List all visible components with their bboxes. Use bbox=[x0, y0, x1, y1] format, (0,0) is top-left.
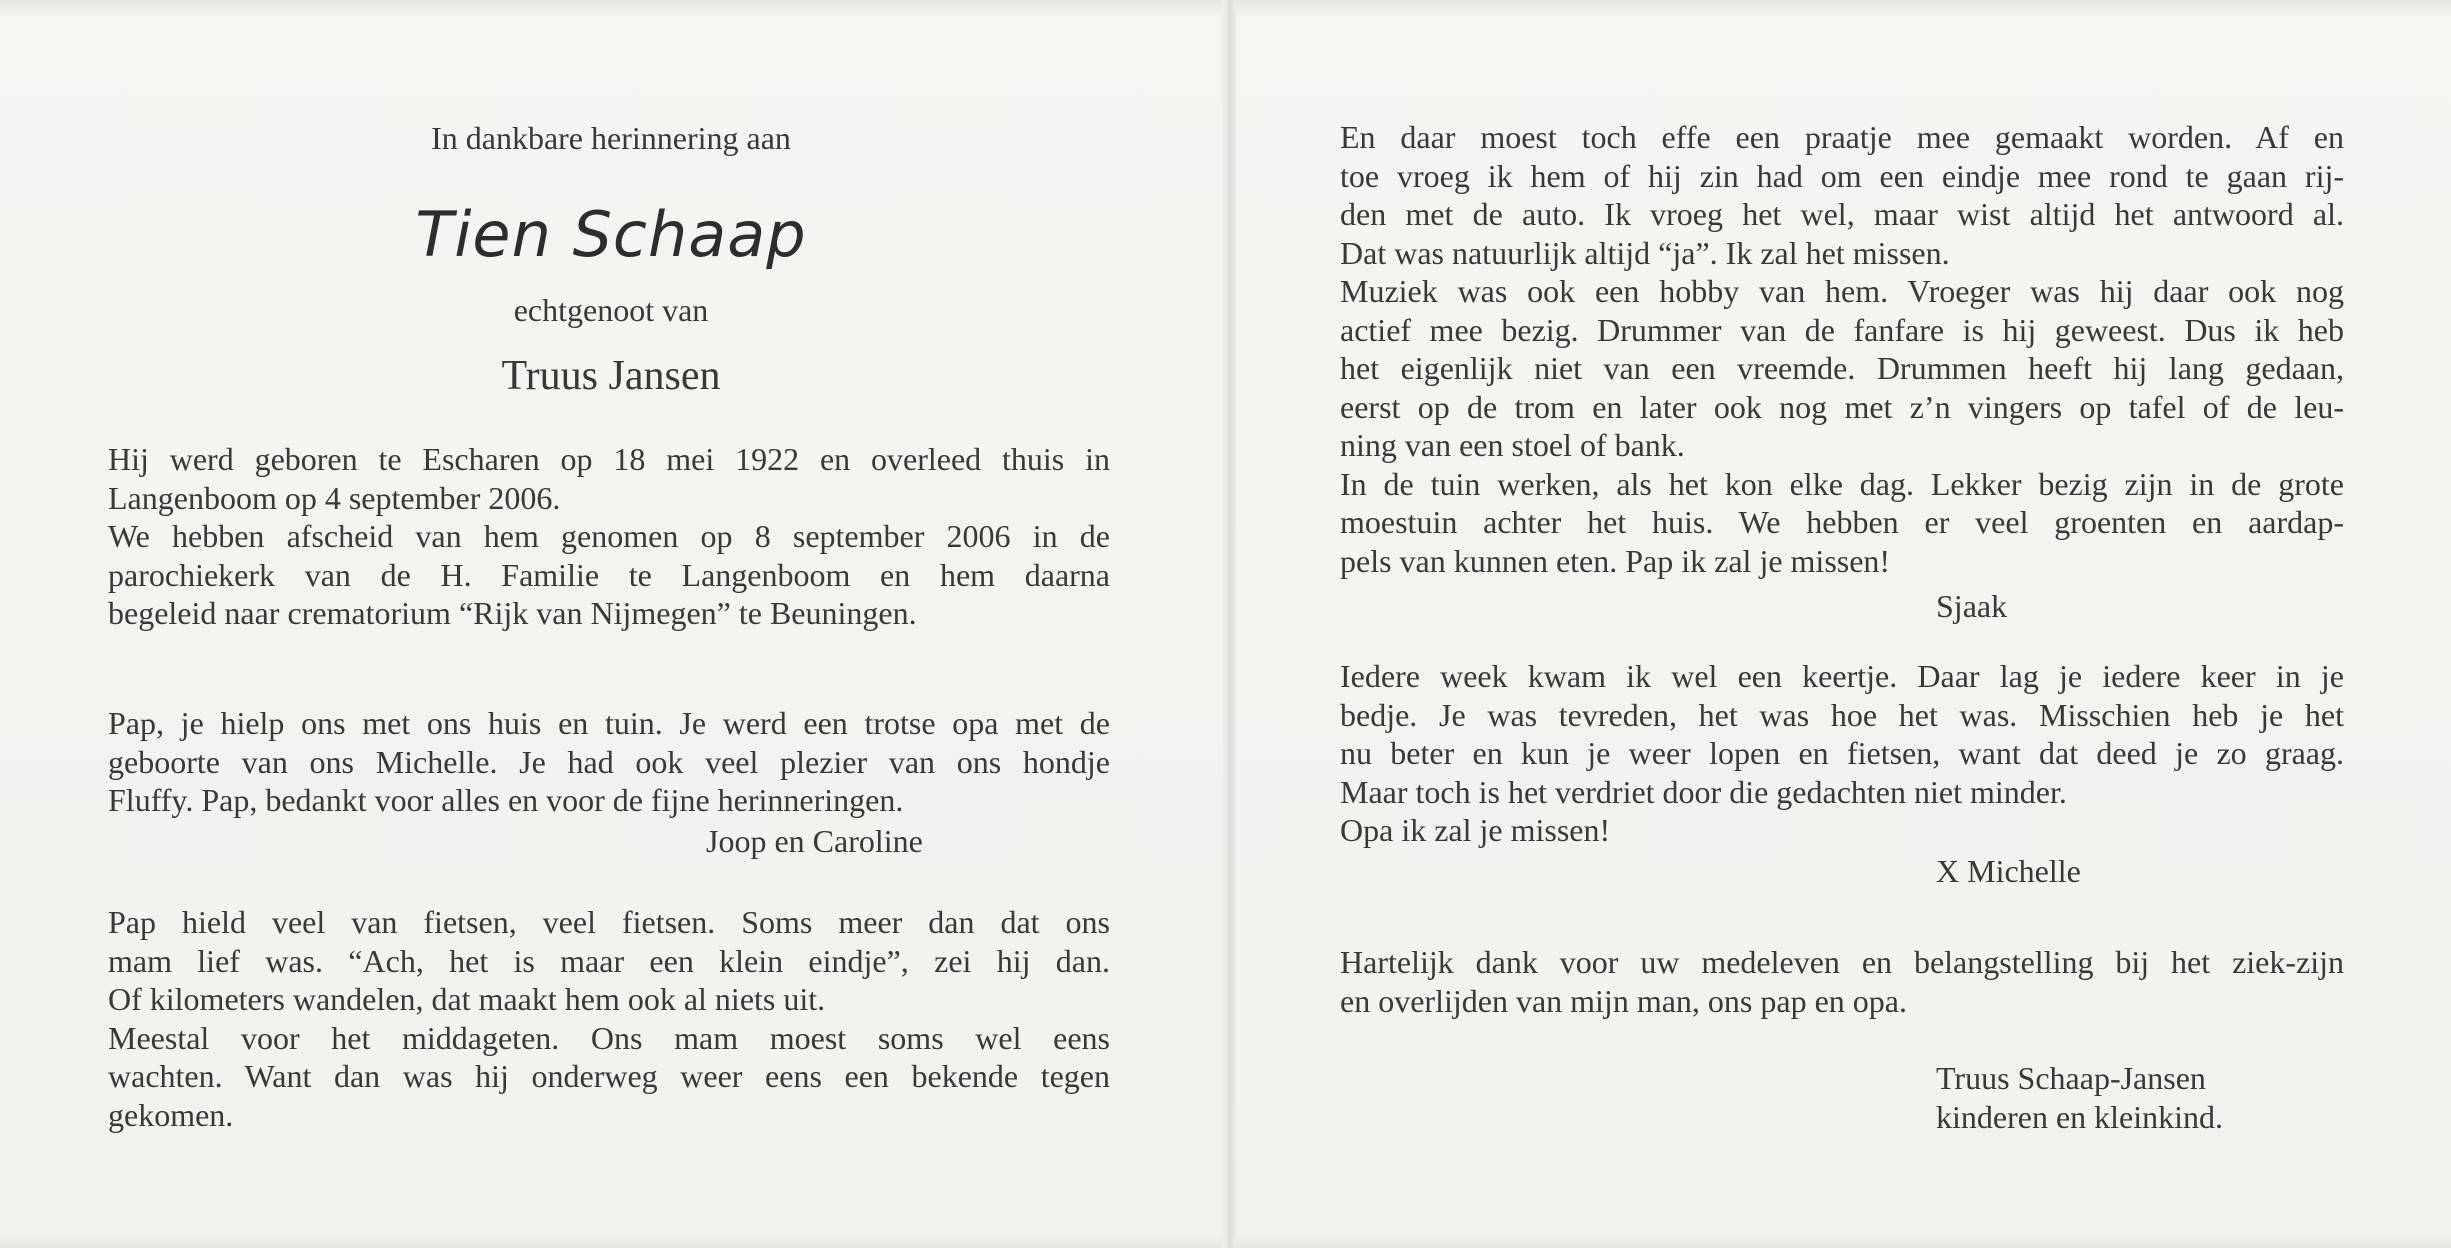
left-page bbox=[0, 0, 1222, 1248]
message-line: nu beter en kun je weer lopen en fietsen, want dat deed je zo graag. bbox=[1340, 735, 2344, 771]
family-signature-name: Truus Schaap-Jansen bbox=[1936, 1060, 2206, 1096]
message-line: het eigenlijk niet van een vreemde. Drummen heeft hij lang gedaan, bbox=[1340, 350, 2344, 386]
message-line: toe vroeg ik hem of hij zin had om een eindje mee rond te gaan rij- bbox=[1340, 157, 2344, 194]
signature-joop-caroline: Joop en Caroline bbox=[706, 823, 923, 859]
message-line: En daar moest toch effe een praatje mee gemaakt worden. Af en bbox=[1340, 119, 2344, 155]
center-fold bbox=[1222, 0, 1236, 1248]
thanks-line: Hartelijk dank voor uw medeleven en belangstelling bij het ziek-zijn bbox=[1340, 944, 2344, 980]
bio-line: Langenboom op 4 september 2006. bbox=[108, 479, 561, 516]
intro-text: In dankbare herinnering aan bbox=[431, 120, 791, 156]
message-line: Of kilometers wandelen, dat maakt hem ook al niets uit. bbox=[108, 981, 826, 1017]
message-michelle bbox=[1340, 657, 2344, 850]
bio-line: Hij werd geboren te Escharen op 18 mei 1922 en overleed thuis in bbox=[108, 441, 1110, 477]
right-page bbox=[1236, 0, 2451, 1248]
spouse-label: echtgenoot van bbox=[513, 292, 709, 328]
signature-michelle: X Michelle bbox=[1936, 853, 2081, 889]
bio-line: begeleid naar crematorium “Rijk van Nijmegen” te Beuningen. bbox=[108, 595, 917, 631]
message-line: Dat was natuurlijk altijd “ja”. Ik zal het missen. bbox=[1340, 234, 1950, 271]
message-line: pels van kunnen eten. Pap ik zal je missen! bbox=[1340, 542, 1891, 579]
message-line: Maar toch is het verdriet door die gedachten niet minder. bbox=[1340, 773, 2067, 810]
message-line: eerst op de trom en later ook nog met z’n vingers op tafel of de leu- bbox=[1340, 388, 2344, 425]
biography-paragraph bbox=[108, 440, 1110, 633]
message-sjaak-part1 bbox=[108, 903, 1110, 1134]
family-signature-relatives: kinderen en kleinkind. bbox=[1936, 1099, 2224, 1135]
thanks-paragraph bbox=[1340, 943, 2344, 1020]
message-line: Fluffy. Pap, bedankt voor alles en voor de fijne herinneringen. bbox=[108, 782, 904, 818]
message-line: Opa ik zal je missen! bbox=[1340, 812, 1611, 848]
message-line: actief mee bezig. Drummer van de fanfare is hij geweest. Dus ik heb bbox=[1340, 311, 2344, 348]
message-line: gekomen. bbox=[108, 1096, 234, 1133]
bio-line: parochiekerk van de H. Familie te Langenboom en hem daarna bbox=[108, 556, 1110, 593]
signature-sjaak: Sjaak bbox=[1936, 588, 2008, 624]
message-line: wachten. Want dan was hij onderweg weer eens een bekende tegen bbox=[108, 1058, 1110, 1094]
message-line: Muziek was ook een hobby van hem. Vroeger was hij daar ook nog bbox=[1340, 273, 2344, 309]
message-line: den met de auto. Ik vroeg het wel, maar wist altijd het antwoord al. bbox=[1340, 196, 2344, 232]
thanks-line: en overlijden van mijn man, ons pap en opa. bbox=[1340, 982, 1907, 1019]
message-joop-caroline bbox=[108, 704, 1110, 820]
message-sjaak-part2 bbox=[1340, 118, 2344, 580]
message-line: mam lief was. “Ach, het is maar een klein eindje”, zei hij dan. bbox=[108, 942, 1110, 979]
message-line: Meestal voor het middageten. Ons mam moest soms wel eens bbox=[108, 1019, 1110, 1056]
message-line: Iedere week kwam ik wel een keertje. Daar lag je iedere keer in je bbox=[1340, 658, 2344, 694]
message-line: moestuin achter het huis. We hebben er veel groenten en aardap- bbox=[1340, 504, 2344, 540]
message-line: geboorte van ons Michelle. Je had ook veel plezier van ons hondje bbox=[108, 743, 1110, 780]
message-line: ning van een stoel of bank. bbox=[1340, 427, 1685, 463]
bio-line: We hebben afscheid van hem genomen op 8 september 2006 in de bbox=[108, 518, 1110, 554]
message-line: In de tuin werken, als het kon elke dag. Lekker bezig zijn in de grote bbox=[1340, 465, 2344, 502]
message-line: Pap, je hielp ons met ons huis en tuin. Je werd een trotse opa met de bbox=[108, 705, 1110, 741]
deceased-name: Tien Schaap bbox=[415, 198, 807, 271]
message-line: Pap hield veel van fietsen, veel fietsen. Soms meer dan dat ons bbox=[108, 904, 1110, 940]
message-line: bedje. Je was tevreden, het was hoe het was. Misschien heb je het bbox=[1340, 696, 2344, 733]
spouse-name: Truus Jansen bbox=[501, 353, 721, 399]
